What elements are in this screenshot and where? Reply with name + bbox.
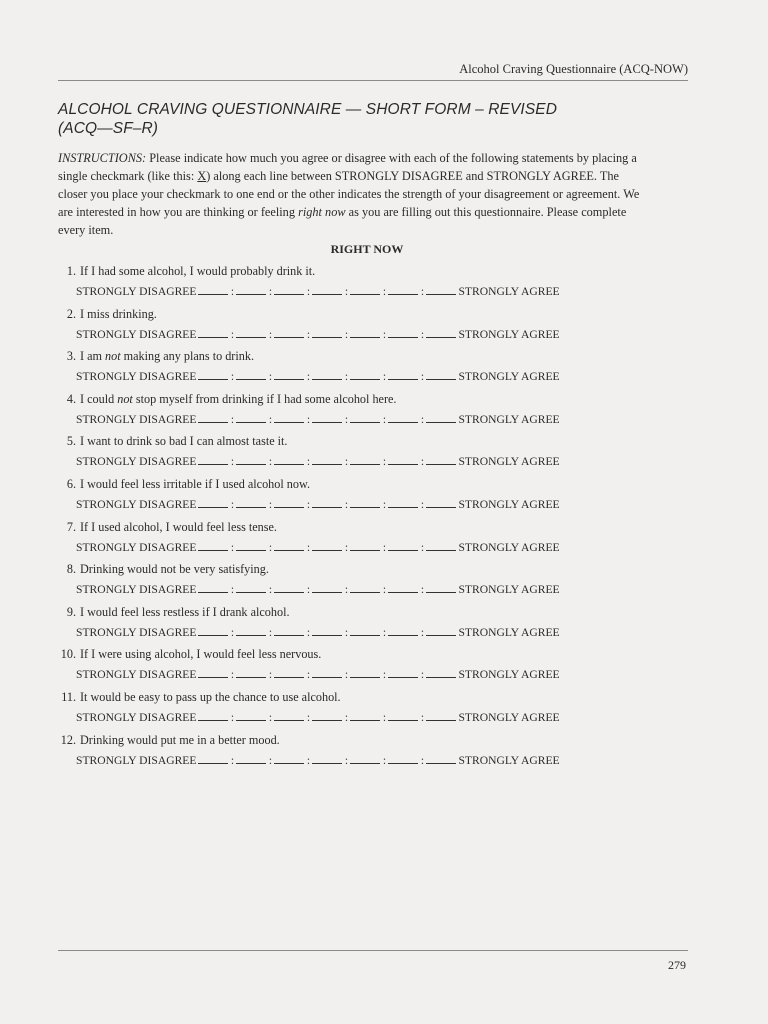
scale-response-blank[interactable] bbox=[236, 709, 266, 721]
scale-response-blank[interactable] bbox=[198, 752, 228, 764]
question-item bbox=[50, 390, 610, 433]
question-item bbox=[50, 475, 610, 518]
scale-anchor-agree: STRONGLY AGREE bbox=[458, 285, 560, 298]
scale-separator: : bbox=[420, 540, 425, 554]
question-number: 11. bbox=[61, 689, 76, 704]
scale-separator: : bbox=[230, 625, 235, 639]
scale-response-blank[interactable] bbox=[388, 581, 418, 593]
scale-separator: : bbox=[420, 668, 425, 682]
scale-separator: : bbox=[230, 583, 235, 597]
scale-response-blank[interactable] bbox=[426, 411, 456, 423]
scale-separator: : bbox=[344, 412, 349, 426]
scale-response-blank[interactable] bbox=[426, 326, 456, 338]
example-checkmark: X bbox=[197, 169, 207, 183]
question-text: Drinking would put me in a better mood. bbox=[80, 732, 280, 747]
question-text: If I used alcohol, I would feel less tense. bbox=[80, 519, 277, 534]
question-statement bbox=[50, 688, 610, 709]
scale-response-blank[interactable] bbox=[350, 411, 380, 423]
rating-scale bbox=[50, 326, 610, 347]
scale-anchor-disagree: STRONGLY DISAGREE bbox=[76, 497, 197, 511]
scale-separator: : bbox=[306, 412, 311, 426]
scale-response-blank[interactable] bbox=[274, 283, 304, 295]
scale-anchor-agree: STRONGLY AGREE bbox=[458, 583, 560, 597]
scale-response-blank[interactable] bbox=[274, 496, 304, 508]
scale-response-blank[interactable] bbox=[198, 666, 228, 678]
scale-response-blank[interactable] bbox=[236, 368, 266, 380]
scale-response-blank[interactable] bbox=[198, 411, 228, 423]
question-text: If I had some alcohol, I would probably drink it. bbox=[80, 264, 316, 278]
scale-separator: : bbox=[382, 285, 387, 298]
scale-separator: : bbox=[382, 370, 387, 384]
scale-separator: : bbox=[382, 412, 387, 426]
scale-anchor-agree: STRONGLY AGREE bbox=[458, 455, 560, 469]
scale-response-blank[interactable] bbox=[236, 411, 266, 423]
question-number: 2. bbox=[66, 306, 76, 321]
scale-anchor-disagree: STRONGLY DISAGREE bbox=[76, 327, 197, 341]
scale-separator: : bbox=[344, 327, 349, 341]
scale-response-blank[interactable] bbox=[426, 368, 456, 380]
scale-anchor-agree: STRONGLY AGREE bbox=[458, 497, 560, 511]
scale-response-blank[interactable] bbox=[236, 752, 266, 764]
question-text-pre: I could bbox=[80, 391, 118, 406]
scale-separator: : bbox=[306, 625, 311, 639]
scale-separator: : bbox=[230, 540, 235, 554]
question-text: It would be easy to pass up the chance to use alcohol. bbox=[80, 689, 341, 704]
scale-response-blank[interactable] bbox=[312, 752, 342, 764]
scale-response-blank[interactable] bbox=[426, 453, 456, 465]
scale-separator: : bbox=[344, 285, 349, 298]
question-text-post: stop myself from drinking if I had some alcohol here. bbox=[132, 391, 397, 406]
scale-separator: : bbox=[420, 753, 425, 767]
scale-separator: : bbox=[382, 710, 387, 724]
scale-response-blank[interactable] bbox=[388, 709, 418, 721]
scale-separator: : bbox=[230, 455, 235, 469]
scale-separator: : bbox=[420, 455, 425, 469]
scale-separator: : bbox=[420, 327, 425, 341]
question-item bbox=[50, 645, 610, 688]
scale-separator: : bbox=[344, 668, 349, 682]
scale-response-blank[interactable] bbox=[388, 283, 418, 295]
scale-response-blank[interactable] bbox=[312, 666, 342, 678]
question-item bbox=[50, 560, 610, 603]
instructions-label: INSTRUCTIONS: bbox=[58, 151, 147, 165]
scale-anchor-disagree: STRONGLY DISAGREE bbox=[76, 285, 197, 298]
scale-response-blank[interactable] bbox=[236, 453, 266, 465]
scale-response-blank[interactable] bbox=[350, 581, 380, 593]
question-statement bbox=[50, 305, 610, 326]
scale-anchor-disagree: STRONGLY DISAGREE bbox=[76, 625, 197, 639]
scale-response-blank[interactable] bbox=[312, 368, 342, 380]
scale-response-blank[interactable] bbox=[388, 368, 418, 380]
question-number: 9. bbox=[66, 604, 76, 619]
question-text: If I were using alcohol, I would feel less nervous. bbox=[80, 647, 322, 662]
title-line-1: ALCOHOL CRAVING QUESTIONNAIRE — SHORT FORM – REVISED bbox=[58, 101, 557, 118]
scale-response-blank[interactable] bbox=[274, 326, 304, 338]
scale-response-blank[interactable] bbox=[312, 283, 342, 295]
scale-response-blank[interactable] bbox=[274, 709, 304, 721]
scale-anchor-disagree: STRONGLY DISAGREE bbox=[76, 455, 197, 469]
question-text: Drinking would not be very satisfying. bbox=[80, 562, 269, 577]
scale-separator: : bbox=[382, 625, 387, 639]
scale-response-blank[interactable] bbox=[274, 453, 304, 465]
scale-response-blank[interactable] bbox=[312, 709, 342, 721]
scale-response-blank[interactable] bbox=[274, 624, 304, 636]
scale-response-blank[interactable] bbox=[198, 539, 228, 551]
question-item bbox=[50, 305, 610, 348]
scale-response-blank[interactable] bbox=[388, 453, 418, 465]
scale-separator: : bbox=[344, 625, 349, 639]
scale-response-blank[interactable] bbox=[426, 709, 456, 721]
scale-separator: : bbox=[230, 710, 235, 724]
item-list bbox=[50, 262, 610, 773]
scale-separator: : bbox=[382, 668, 387, 682]
question-item bbox=[50, 731, 610, 774]
scale-response-blank[interactable] bbox=[198, 453, 228, 465]
scale-response-blank[interactable] bbox=[350, 453, 380, 465]
scale-response-blank[interactable] bbox=[236, 624, 266, 636]
rating-scale bbox=[50, 411, 610, 432]
question-statement bbox=[50, 262, 610, 283]
scale-anchor-agree: STRONGLY AGREE bbox=[458, 625, 560, 639]
instructions-emphasis: right now bbox=[298, 205, 346, 219]
question-number: 1. bbox=[66, 264, 76, 278]
scale-separator: : bbox=[420, 412, 425, 426]
question-text-emphasis: not bbox=[117, 391, 133, 406]
scale-separator: : bbox=[306, 668, 311, 682]
question-text-emphasis: not bbox=[105, 349, 121, 364]
scale-response-blank[interactable] bbox=[426, 624, 456, 636]
rating-scale bbox=[50, 666, 610, 687]
scale-anchor-agree: STRONGLY AGREE bbox=[458, 327, 560, 341]
rating-scale bbox=[50, 453, 610, 474]
rating-scale bbox=[50, 496, 610, 517]
question-statement bbox=[50, 603, 610, 624]
scale-response-blank[interactable] bbox=[236, 283, 266, 295]
scale-separator: : bbox=[382, 583, 387, 597]
rating-scale bbox=[50, 581, 610, 602]
scale-response-blank[interactable] bbox=[388, 411, 418, 423]
question-item bbox=[50, 688, 610, 731]
question-text-post: making any plans to drink. bbox=[120, 349, 254, 364]
scale-separator: : bbox=[268, 668, 273, 682]
scale-response-blank[interactable] bbox=[274, 581, 304, 593]
question-number: 8. bbox=[66, 562, 76, 577]
scale-separator: : bbox=[306, 455, 311, 469]
scale-separator: : bbox=[268, 327, 273, 341]
scale-separator: : bbox=[420, 710, 425, 724]
scale-separator: : bbox=[344, 753, 349, 767]
instructions-paragraph bbox=[58, 149, 648, 239]
scale-anchor-disagree: STRONGLY DISAGREE bbox=[76, 668, 197, 682]
scale-response-blank[interactable] bbox=[236, 539, 266, 551]
question-text: I would feel less restless if I drank alcohol. bbox=[80, 604, 290, 619]
scale-anchor-disagree: STRONGLY DISAGREE bbox=[76, 753, 197, 767]
question-statement bbox=[50, 390, 610, 411]
scale-anchor-agree: STRONGLY AGREE bbox=[458, 710, 560, 724]
scale-response-blank[interactable] bbox=[236, 326, 266, 338]
scale-anchor-agree: STRONGLY AGREE bbox=[458, 370, 560, 384]
question-statement bbox=[50, 475, 610, 496]
scale-separator: : bbox=[230, 753, 235, 767]
scale-separator: : bbox=[230, 285, 235, 298]
scale-separator: : bbox=[306, 370, 311, 384]
scale-separator: : bbox=[420, 497, 425, 511]
scale-anchor-disagree: STRONGLY DISAGREE bbox=[76, 370, 197, 384]
scale-separator: : bbox=[344, 540, 349, 554]
running-header: Alcohol Craving Questionnaire (ACQ-NOW) bbox=[459, 62, 688, 76]
scale-separator: : bbox=[268, 455, 273, 469]
scale-response-blank[interactable] bbox=[350, 752, 380, 764]
question-text: I want to drink so bad I can almost taste it. bbox=[80, 434, 288, 449]
rating-scale bbox=[50, 624, 610, 645]
scale-separator: : bbox=[268, 753, 273, 767]
question-statement bbox=[50, 560, 610, 581]
question-item bbox=[50, 603, 610, 646]
scale-separator: : bbox=[382, 455, 387, 469]
scale-separator: : bbox=[420, 583, 425, 597]
scale-separator: : bbox=[382, 497, 387, 511]
question-number: 3. bbox=[66, 349, 76, 364]
question-number: 7. bbox=[66, 519, 76, 534]
scale-separator: : bbox=[306, 583, 311, 597]
scale-response-blank[interactable] bbox=[274, 411, 304, 423]
scale-separator: : bbox=[420, 625, 425, 639]
question-number: 10. bbox=[60, 647, 76, 662]
scale-response-blank[interactable] bbox=[350, 709, 380, 721]
scale-response-blank[interactable] bbox=[312, 411, 342, 423]
scale-separator: : bbox=[230, 327, 235, 341]
scale-response-blank[interactable] bbox=[236, 666, 266, 678]
scale-response-blank[interactable] bbox=[198, 496, 228, 508]
scale-response-blank[interactable] bbox=[312, 539, 342, 551]
instructions-text-c: as you are filling out this questionnaire. Please complete every item. bbox=[58, 205, 627, 237]
scale-response-blank[interactable] bbox=[198, 709, 228, 721]
question-statement bbox=[50, 518, 610, 539]
scale-response-blank[interactable] bbox=[388, 539, 418, 551]
scale-response-blank[interactable] bbox=[350, 539, 380, 551]
scale-response-blank[interactable] bbox=[350, 496, 380, 508]
scale-response-blank[interactable] bbox=[388, 666, 418, 678]
scale-response-blank[interactable] bbox=[426, 283, 456, 295]
scale-response-blank[interactable] bbox=[198, 368, 228, 380]
rating-scale bbox=[50, 368, 610, 389]
scale-response-blank[interactable] bbox=[350, 368, 380, 380]
instructions-text-b: ) along each line between STRONGLY DISAGREE and STRONGLY AGREE. The closer you place your checkmark to one end or the other indicates the strength of your disagreement or agreement. We are interested in how you are thinking or feeling bbox=[58, 169, 640, 219]
scale-response-blank[interactable] bbox=[350, 283, 380, 295]
scale-response-blank[interactable] bbox=[198, 624, 228, 636]
scale-separator: : bbox=[382, 540, 387, 554]
bottom-rule bbox=[58, 950, 688, 951]
rating-scale bbox=[50, 752, 610, 773]
scale-separator: : bbox=[268, 625, 273, 639]
title-line-2: (ACQ—SF–R) bbox=[58, 120, 159, 137]
question-statement bbox=[50, 432, 610, 453]
scale-response-blank[interactable] bbox=[312, 453, 342, 465]
scale-anchor-disagree: STRONGLY DISAGREE bbox=[76, 583, 197, 597]
scale-separator: : bbox=[344, 497, 349, 511]
question-statement bbox=[50, 645, 610, 666]
scale-separator: : bbox=[382, 753, 387, 767]
instructions-text-a: Please indicate how much you agree or disagree with each of the following statements by placing a single checkmark (like this: bbox=[58, 151, 637, 183]
questionnaire-title bbox=[58, 100, 678, 138]
scale-response-blank[interactable] bbox=[312, 496, 342, 508]
scale-separator: : bbox=[268, 285, 273, 298]
top-rule bbox=[58, 80, 688, 81]
scale-response-blank[interactable] bbox=[426, 539, 456, 551]
scale-response-blank[interactable] bbox=[312, 581, 342, 593]
scale-response-blank[interactable] bbox=[350, 624, 380, 636]
scale-response-blank[interactable] bbox=[388, 326, 418, 338]
scale-anchor-agree: STRONGLY AGREE bbox=[458, 540, 560, 554]
scale-separator: : bbox=[230, 370, 235, 384]
scale-separator: : bbox=[344, 583, 349, 597]
question-item bbox=[50, 347, 610, 390]
scale-separator: : bbox=[306, 497, 311, 511]
scale-separator: : bbox=[268, 540, 273, 554]
scale-response-blank[interactable] bbox=[198, 581, 228, 593]
question-text: I would feel less irritable if I used alcohol now. bbox=[80, 476, 311, 491]
scale-separator: : bbox=[344, 370, 349, 384]
scale-separator: : bbox=[306, 710, 311, 724]
rating-scale bbox=[50, 539, 610, 560]
rating-scale bbox=[50, 283, 610, 304]
scale-response-blank[interactable] bbox=[274, 666, 304, 678]
scale-separator: : bbox=[306, 753, 311, 767]
scale-response-blank[interactable] bbox=[388, 496, 418, 508]
question-text: I miss drinking. bbox=[80, 306, 157, 321]
scale-separator: : bbox=[420, 370, 425, 384]
question-statement bbox=[50, 731, 610, 752]
scale-separator: : bbox=[230, 497, 235, 511]
scale-anchor-disagree: STRONGLY DISAGREE bbox=[76, 710, 197, 724]
question-number: 4. bbox=[66, 391, 76, 406]
scale-response-blank[interactable] bbox=[312, 326, 342, 338]
scale-response-blank[interactable] bbox=[274, 539, 304, 551]
question-item bbox=[50, 432, 610, 475]
scale-anchor-agree: STRONGLY AGREE bbox=[458, 412, 560, 426]
scale-separator: : bbox=[382, 327, 387, 341]
scale-anchor-agree: STRONGLY AGREE bbox=[458, 753, 560, 767]
scale-separator: : bbox=[268, 370, 273, 384]
scale-response-blank[interactable] bbox=[426, 496, 456, 508]
scale-separator: : bbox=[420, 285, 425, 298]
scale-response-blank[interactable] bbox=[236, 581, 266, 593]
question-item bbox=[50, 262, 610, 305]
scale-separator: : bbox=[306, 540, 311, 554]
question-number: 12. bbox=[60, 732, 76, 747]
scale-separator: : bbox=[306, 327, 311, 341]
scale-separator: : bbox=[268, 583, 273, 597]
question-number: 6. bbox=[66, 476, 76, 491]
scale-response-blank[interactable] bbox=[388, 624, 418, 636]
scale-separator: : bbox=[344, 710, 349, 724]
scale-response-blank[interactable] bbox=[236, 496, 266, 508]
scale-separator: : bbox=[230, 412, 235, 426]
page-number: 279 bbox=[668, 958, 686, 972]
scale-response-blank[interactable] bbox=[426, 581, 456, 593]
rating-scale bbox=[50, 709, 610, 730]
scale-separator: : bbox=[306, 285, 311, 298]
question-text-pre: I am bbox=[80, 349, 106, 364]
scale-separator: : bbox=[268, 412, 273, 426]
scale-separator: : bbox=[344, 455, 349, 469]
section-label-text: RIGHT NOW bbox=[330, 242, 404, 256]
scale-anchor-disagree: STRONGLY DISAGREE bbox=[76, 412, 197, 426]
scale-separator: : bbox=[268, 710, 273, 724]
scale-separator: : bbox=[230, 668, 235, 682]
scale-anchor-agree: STRONGLY AGREE bbox=[458, 668, 560, 682]
scale-response-blank[interactable] bbox=[350, 326, 380, 338]
scale-response-blank[interactable] bbox=[274, 752, 304, 764]
scale-anchor-disagree: STRONGLY DISAGREE bbox=[76, 540, 197, 554]
scale-response-blank[interactable] bbox=[426, 752, 456, 764]
scale-response-blank[interactable] bbox=[274, 368, 304, 380]
scale-response-blank[interactable] bbox=[198, 283, 228, 295]
scale-separator: : bbox=[268, 497, 273, 511]
question-statement bbox=[50, 347, 610, 368]
question-number: 5. bbox=[66, 434, 76, 449]
section-label bbox=[0, 242, 768, 257]
scale-response-blank[interactable] bbox=[312, 624, 342, 636]
scale-response-blank[interactable] bbox=[350, 666, 380, 678]
question-item bbox=[50, 518, 610, 561]
scale-response-blank[interactable] bbox=[388, 752, 418, 764]
scale-response-blank[interactable] bbox=[198, 326, 228, 338]
scale-response-blank[interactable] bbox=[426, 666, 456, 678]
